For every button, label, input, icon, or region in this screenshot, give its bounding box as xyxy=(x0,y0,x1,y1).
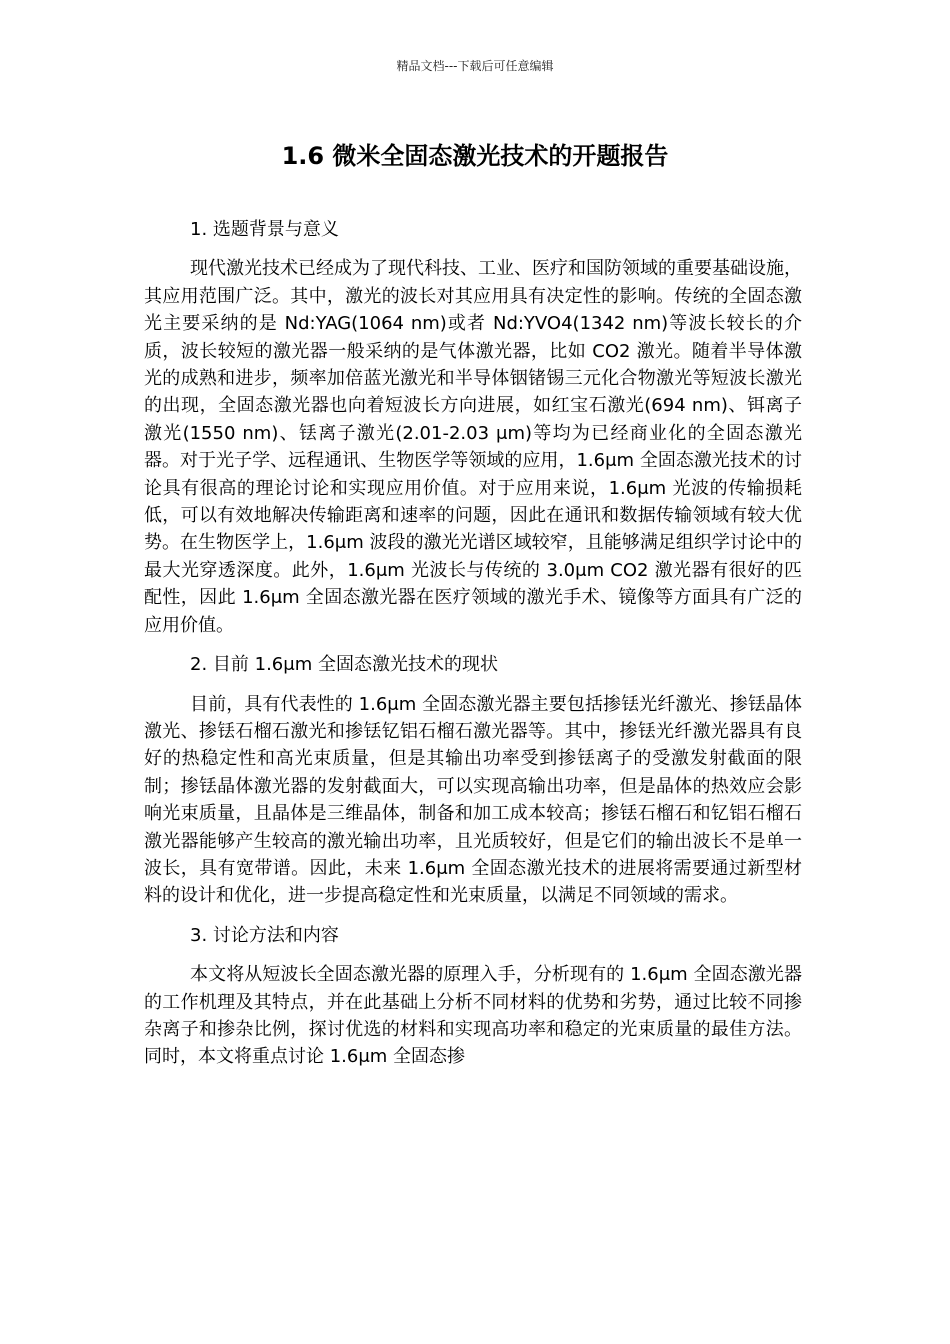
document-body xyxy=(144,216,802,1083)
section-paragraph-methods: 本文将从短波长全固态激光器的原理入手，分析现有的 1.6μm 全固态激光器的工作机理及其特点，并在此基础上分析不同材料的优势和劣势，通过比较不同掺杂离子和掺杂比例，探讨优选的材料和实现高功率和稳定的光束质量的最佳方法。同时，本文将重点讨论 1.6μm 全固态掺 xyxy=(144,964,802,1068)
section-heading-current-status: 2. 目前 1.6μm 全固态激光技术的现状 xyxy=(190,654,498,676)
section-heading-methods: 3. 讨论方法和内容 xyxy=(190,924,339,946)
section-paragraph-current-status: 目前，具有代表性的 1.6μm 全固态激光器主要包括掺铥光纤激光、掺铥晶体激光、掺铥石榴石激光和掺铥钇铝石榴石激光器等。其中，掺铥光纤激光器具有良好的热稳定性和高光束质量，但是其输出功率受到掺铥离子的受激发射截面的限制；掺铥晶体激光器的发射截面大，可以实现高输出功率，但是晶体的热效应会影响光束质量，且晶体是三维晶体，制备和加工成本较高；掺铥石榴石和钇铝石榴石激光器能够产生较高的激光输出功率，且光质较好，但是它们的输出波长不是单一波长，具有宽带谱。因此，未来 1.6μm 全固态激光技术的进展将需要通过新型材料的设计和优化，进一步提高稳定性和光束质量，以满足不同领域的需求。 xyxy=(144,693,802,907)
section-paragraph-background: 现代激光技术已经成为了现代科技、工业、医疗和国防领域的重要基础设施，其应用范围广泛。其中，激光的波长对其应用具有决定性的影响。传统的全固态激光主要采纳的是 Nd:YAG(1064 nm)或者 Nd:YVO4(1342 nm)等波长较长的介质，波长较短的激光器一般采纳的是气体激光器，比如 CO2 激光。随着半导体激光的成熟和进步，频率加倍蓝光激光和半导体铟锗锡三元化合物激光等短波长激光的出现，全固态激光器也向着短波长方向进展，如红宝石激光(694 nm)、铒离子激光(1550 nm)、铥离子激光(2.01-2.03 μm)等均为已经商业化的全固态激光器。对于光子学、远程通讯、生物医学等领域的应用，1.6μm 全固态激光技术的讨论具有很高的理论讨论和实现应用价值。对于应用来说，1.6μm 光波的传输损耗低，可以有效地解决传输距离和速率的问题，因此在通讯和数据传输领域有较大优势。在生物医学上，1.6μm 波段的激光光谱区域较窄，且能够满足组织学讨论中的最大光穿透深度。此外，1.6μm 光波长与传统的 3.0μm CO2 激光器有很好的匹配性，因此 1.6μm 全固态激光器在医疗领域的激光手术、镜像等方面具有广泛的应用价值。 xyxy=(144,258,802,636)
section-heading-background: 1. 选题背景与意义 xyxy=(190,219,339,240)
section-background xyxy=(144,216,802,639)
header-note: 精品文档---下载后可任意编辑 xyxy=(396,59,554,73)
page-title: 1.6 微米全固态激光技术的开题报告 xyxy=(281,142,669,170)
section-methods xyxy=(144,922,802,1071)
section-current-status xyxy=(144,651,802,910)
